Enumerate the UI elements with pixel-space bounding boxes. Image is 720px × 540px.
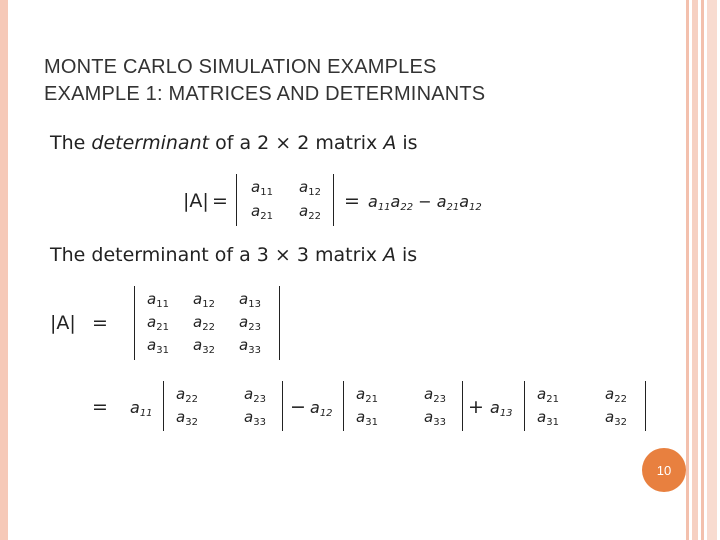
- title-line-1: MONTE CARLO SIMULATION EXAMPLES: [44, 56, 437, 78]
- equals-sign: =: [212, 190, 228, 212]
- cell-a22: $a_{22}$: [299, 202, 321, 222]
- minor-1: $a_{22}$ $a_{23}$ $a_{32}$ $a_{33}$: [163, 381, 283, 431]
- cell-a32: $a_{32}$: [193, 336, 215, 356]
- matrix-2x2: [236, 174, 334, 226]
- cell-a12: $a_{12}$: [193, 290, 215, 310]
- equals-sign: =: [92, 396, 108, 418]
- slide-title: [44, 54, 664, 108]
- page-number-badge: 10: [642, 448, 686, 492]
- right-decorative-border: [680, 0, 720, 540]
- plus-sign: +: [468, 396, 484, 418]
- minor-2: $a_{21}$ $a_{23}$ $a_{31}$ $a_{33}$: [343, 381, 463, 431]
- minor-3: $a_{21}$ $a_{22}$ $a_{31}$ $a_{32}$: [524, 381, 646, 431]
- title-line-2: EXAMPLE 1: MATRICES AND DETERMINANTS: [44, 83, 486, 105]
- cell-a31: $a_{31}$: [147, 336, 169, 356]
- cell-a21: $a_{21}$: [147, 313, 169, 333]
- cell-a12: $a_{12}$: [299, 178, 321, 198]
- left-decorative-border: [0, 0, 8, 540]
- equals-sign: =: [344, 190, 360, 212]
- cell-a22: $a_{22}$: [193, 313, 215, 333]
- det-symbol-3x3: |A|: [50, 312, 76, 334]
- intro-3x3-sentence: The determinant of a 3 × 3 matrix A is: [50, 244, 418, 266]
- determinant-term: determinant: [91, 132, 210, 154]
- cell-a21: $a_{21}$: [251, 202, 273, 222]
- coef-a12: $a_{12}$: [310, 398, 333, 419]
- det-symbol-2x2: |A|: [183, 190, 209, 212]
- cell-a33: $a_{33}$: [239, 336, 261, 356]
- cell-a23: $a_{23}$: [239, 313, 261, 333]
- cell-a13: $a_{13}$: [239, 290, 261, 310]
- formula-2x2-rhs: $a_{11}a_{22} - a_{21}a_{12}$: [368, 192, 482, 213]
- cell-a11: $a_{11}$: [147, 290, 169, 310]
- matrix-3x3: [134, 286, 280, 360]
- minus-sign: −: [290, 396, 306, 418]
- cell-a11: $a_{11}$: [251, 178, 273, 198]
- coef-a11: $a_{11}$: [130, 398, 153, 419]
- equals-sign: =: [92, 312, 108, 334]
- intro-2x2-sentence: The determinant of a 2 × 2 matrix A is: [50, 132, 418, 154]
- coef-a13: $a_{13}$: [490, 398, 513, 419]
